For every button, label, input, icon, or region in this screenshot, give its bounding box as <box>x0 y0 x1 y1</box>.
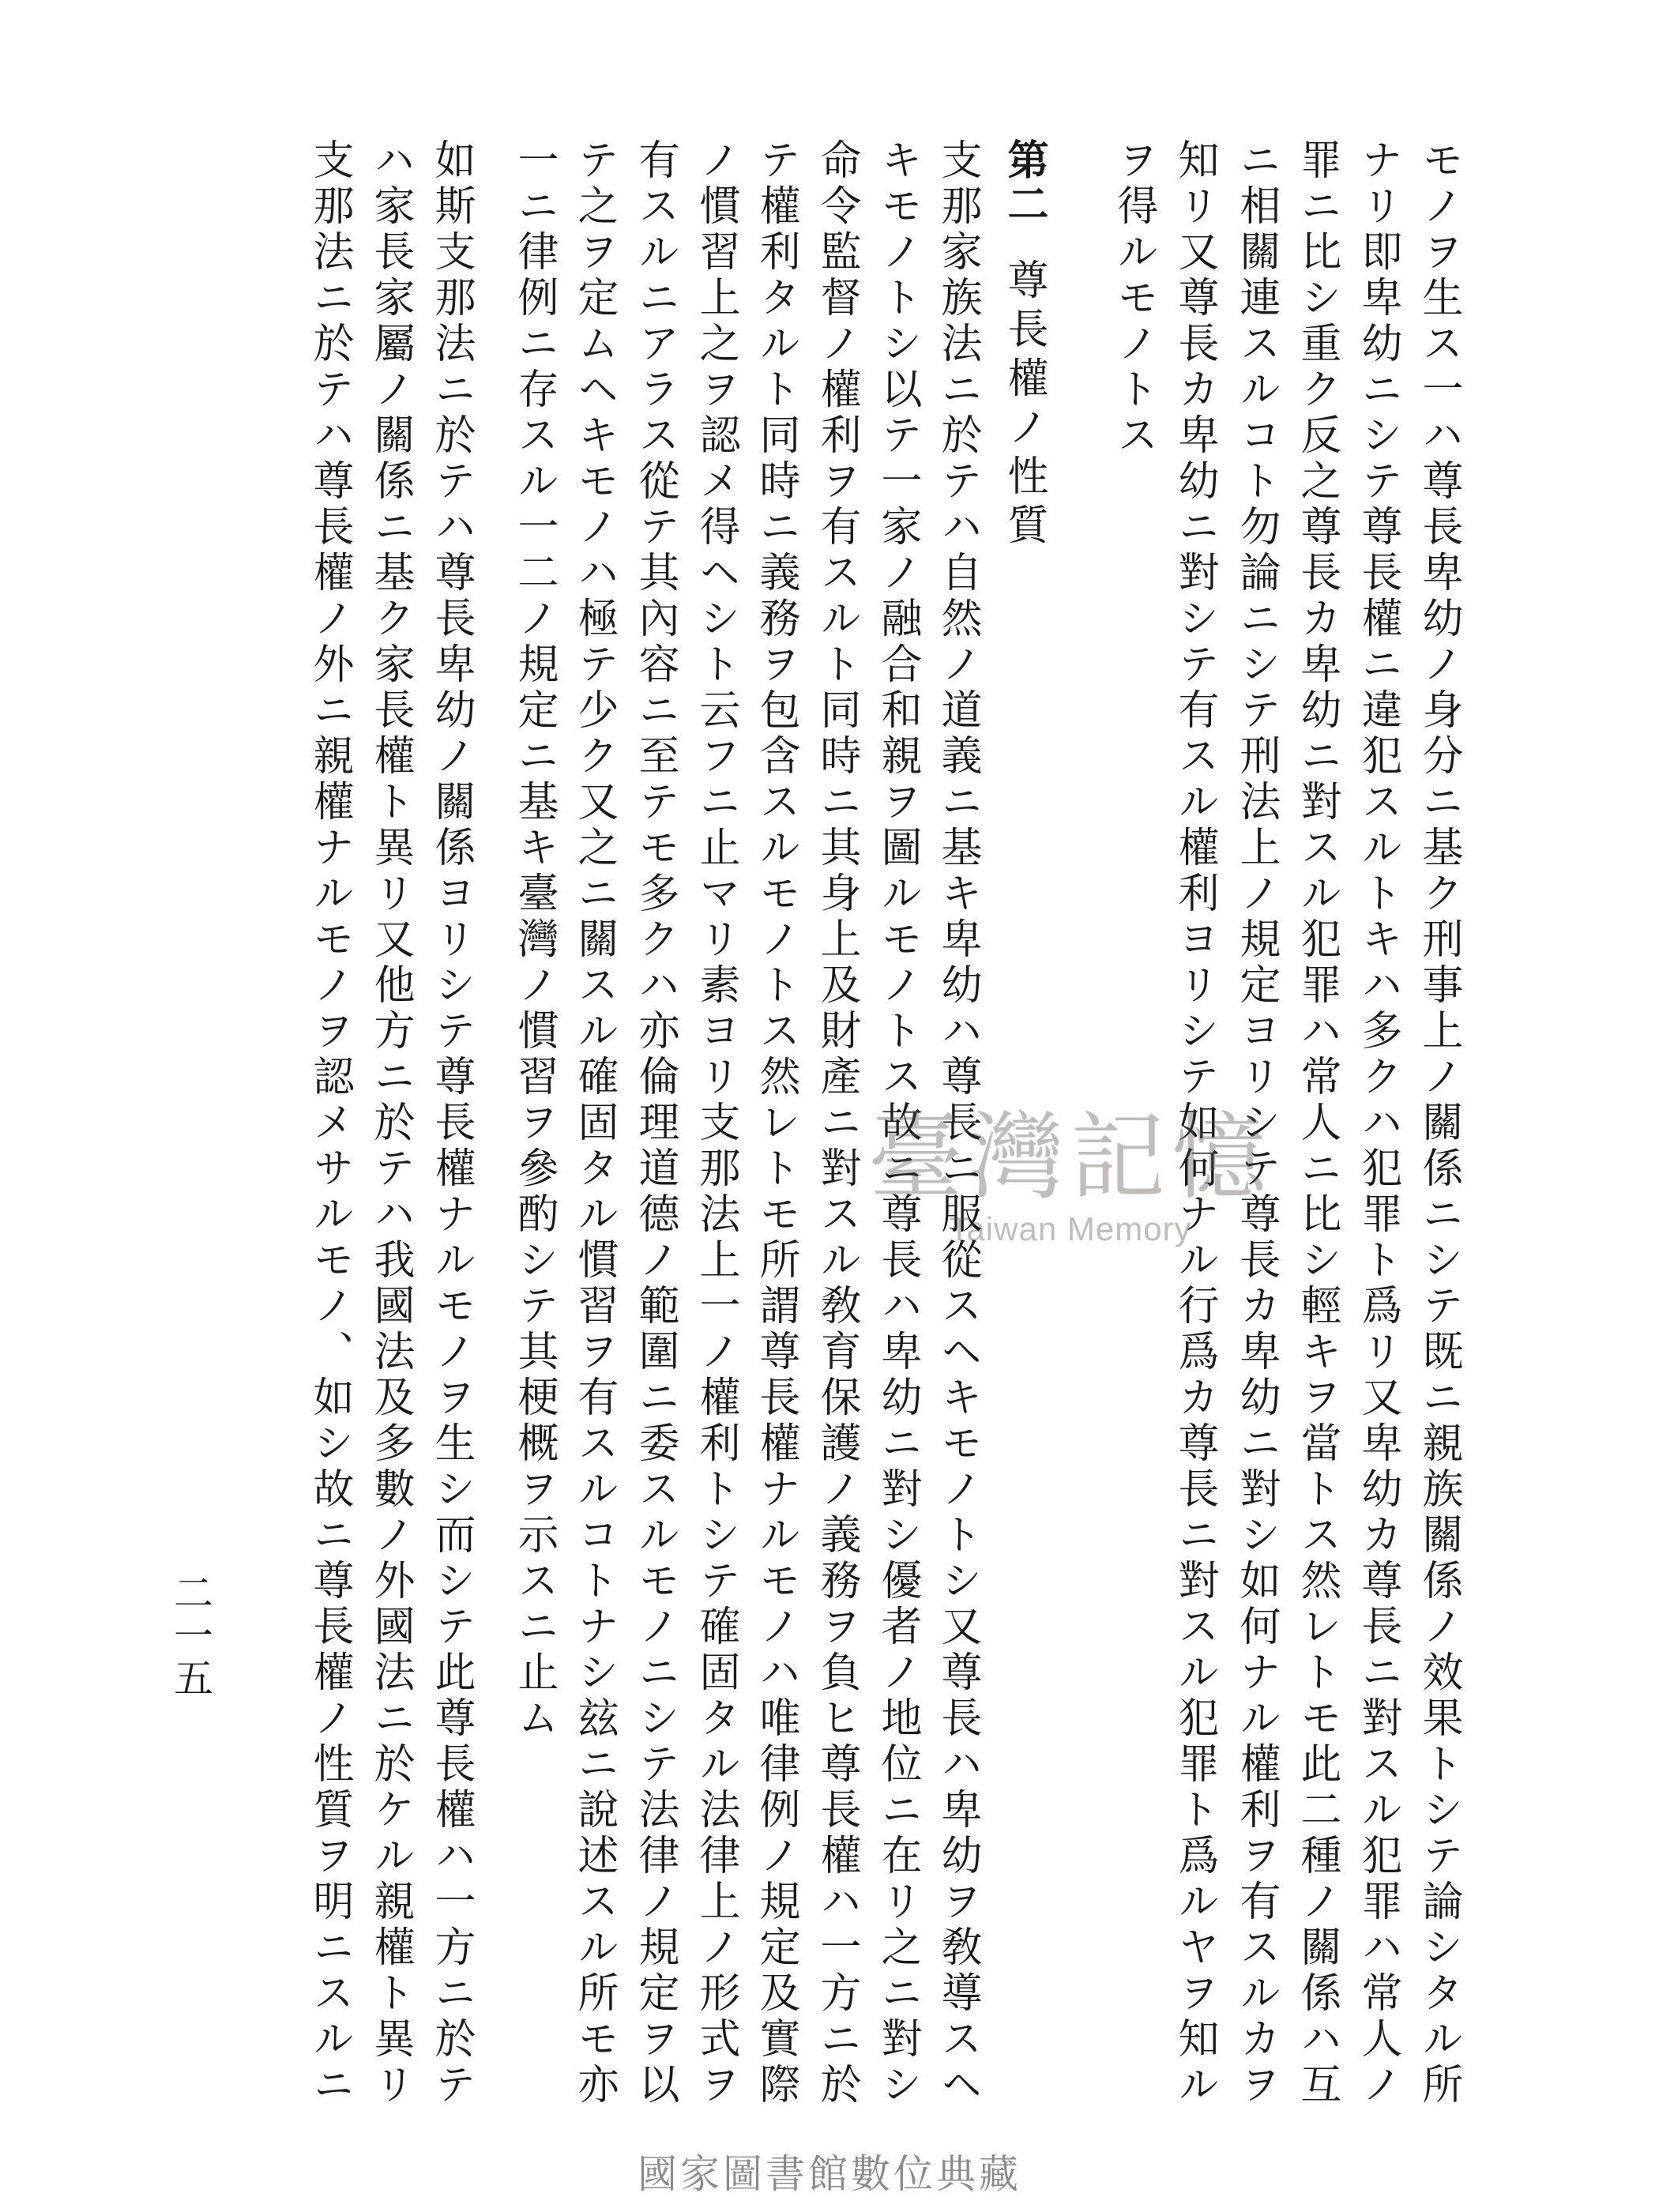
footer-collection-label: 國家圖書館數位典藏 <box>638 2151 1021 2197</box>
text-column: 有スルニアラス從テ其內容ニ至テモ多クハ亦倫理道德ノ範圍ニ委スルモノニシテ法律ノ規定ヲ以 <box>631 138 679 2109</box>
watermark-main: 臺灣記憶 <box>868 1103 1273 1213</box>
text-column: ヲ得ルモノトス <box>1110 138 1157 459</box>
text-column: ノ慣習上之ヲ認メ得ヘシト云フニ止マリ素ヨリ支那法上一ノ權利トシテ確固タル法律上ノ形式ヲ <box>692 138 739 2109</box>
section-heading-mark: 第二 <box>1000 138 1048 227</box>
text-column: 一ニ律例ニ存スル一二ノ規定ニ基キ臺灣ノ慣習ヲ參酌シテ其梗概ヲ示スニ止ム <box>510 138 558 1742</box>
text-column: ニ相關連スルコト勿論ニシテ刑法上ノ規定ヨリシテ尊長カ卑幼ニ對シ如何ナル權利ヲ有スルカヲ <box>1232 138 1280 2109</box>
text-column: 支那法ニ於テハ尊長權ノ外ニ親權ナルモノヲ認メサルモノ、如シ故ニ尊長權ノ性質ヲ明ニスルニ <box>306 138 353 2109</box>
text-column: 知リ又尊長カ卑幼ニ對シテ有スル權利ヨリシテ如何ナル行爲カ尊長ニ對スル犯罪ト爲ルヤヲ知ル <box>1171 138 1218 2109</box>
text-column: 如斯支那法ニ於テハ尊長卑幼ノ關係ヨリシテ尊長權ナルモノヲ生シ而シテ此尊長權ハ一方ニ於テ <box>427 138 475 2109</box>
text-column: ハ家長家屬ノ關係ニ基ク家長權ト異リ又他方ニ於テハ我國法及多數ノ外國法ニ於ケル親權ト異リ <box>367 138 414 2109</box>
text-column: 支那家族法ニ於テハ自然ノ道義ニ基キ卑幼ハ尊長ニ服從スヘキモノトシ又尊長ハ卑幼ヲ敎導スヘ <box>934 138 981 2109</box>
text-column: テ權利タルト同時ニ義務ヲ包含スルモノトス然レトモ所謂尊長權ナルモノハ唯律例ノ規定及實際 <box>752 138 799 2109</box>
text-column: モノヲ生ス一ハ尊長卑幼ノ身分ニ基ク刑事上ノ關係ニシテ既ニ親族關係ノ效果トシテ論シタル所 <box>1415 138 1462 2109</box>
text-column: ナリ即卑幼ニシテ尊長權ニ違犯スルトキハ多クハ犯罪ト爲リ又卑幼カ尊長ニ對スル犯罪ハ常人ノ <box>1354 138 1401 2109</box>
text-column: キモノトシ以テ一家ノ融合和親ヲ圖ルモノトス故ニ尊長ハ卑幼ニ對シ優者ノ地位ニ在リ之ニ對シ <box>874 138 921 2109</box>
text-column: テ之ヲ定ムヘキモノハ極テ少ク又之ニ關スル確固タル慣習ヲ有スルコトナシ玆ニ說述スル所モ亦 <box>570 138 618 2109</box>
section-heading <box>1000 138 1048 1995</box>
text-column: 罪ニ比シ重ク反之尊長カ卑幼ニ對スル犯罪ハ常人ニ比シ輕キヲ當トス然レトモ此二種ノ關係ハ互 <box>1293 138 1341 2109</box>
page-number: 二一五 <box>167 1572 213 1700</box>
watermark-sub: Taiwan Memory <box>949 1210 1192 1247</box>
text-column: 命令監督ノ權利ヲ有スルト同時ニ其身上及財產ニ對スル敎育保護ノ義務ヲ負ヒ尊長權ハ一方ニ於 <box>813 138 860 2109</box>
section-heading-title: 尊長權ノ性質 <box>1000 258 1048 552</box>
